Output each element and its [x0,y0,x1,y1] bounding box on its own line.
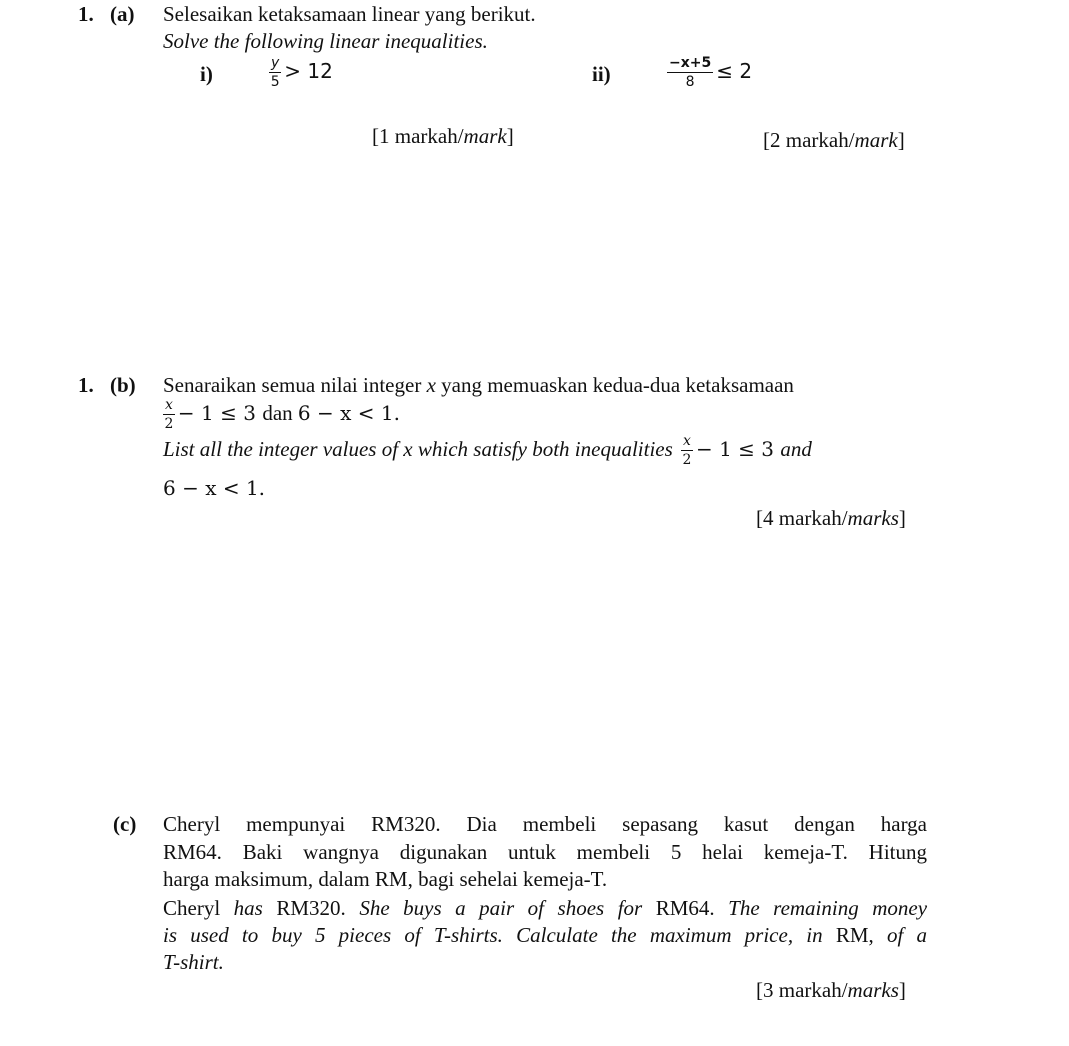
fraction-numerator: y [271,55,280,71]
mark-text: [1 markah/ [372,124,464,148]
question-1c-en-line3: T-shirt. [163,950,224,974]
inequality-rest: > 12 [284,59,333,83]
variable-x: x [426,373,436,397]
mark-text-italic: marks [847,978,899,1002]
inequality-1-en [678,433,780,468]
text: RM, [835,923,874,947]
text: Cheryl [163,896,221,920]
mark-allocation-i [372,124,514,149]
fraction-neg-x-plus-5-over-8 [667,56,713,89]
text-italic: of a [886,923,928,947]
text-italic: is used to buy 5 pieces of T-shirts. Calculate the maximum price, in [163,923,823,947]
fraction-numerator: x [683,433,691,449]
question-1b-part: (b) [110,373,136,397]
question-1b-line2-ms [160,398,400,431]
conjunction-dan: dan [262,401,293,425]
fraction-numerator: −x+5 [669,55,712,71]
mark-text: [3 markah/ [756,978,848,1002]
text-italic: List all the integer values of x which satisfy both inequalities [163,437,673,461]
fraction-x-over-2 [163,398,175,431]
text-italic: She buys a pair of shoes for [359,896,643,920]
question-1c-en-line2 [163,923,927,948]
mark-allocation-1b [756,506,906,531]
text-italic: has [233,896,263,920]
mark-text: [4 markah/ [756,506,848,530]
subquestion-i-expression [266,56,333,89]
mark-text-close: ] [898,506,906,530]
question-1b-line1-ms [163,373,794,398]
mark-text: [2 markah/ [763,128,855,152]
question-1b-line2-en: 6 − x < 1. [163,476,266,500]
mark-text-italic: mark [854,128,898,152]
subquestion-i-label: i) [200,62,213,86]
fraction-numerator: x [165,397,173,413]
question-1a-title-en: Solve the following linear inequalities. [163,29,488,53]
question-1a-number: 1. [78,2,94,26]
text: yang memuaskan kedua-dua ketaksamaan [441,373,794,397]
mark-text-italic: marks [847,506,899,530]
fraction-y-over-5 [269,56,281,89]
mark-allocation-ii [763,128,905,153]
text: RM320. [276,896,346,920]
question-1c-part: (c) [113,812,137,836]
inequality-2: 6 − x < 1. [297,401,400,425]
question-1c-ms-line2: RM64. Baki wangnya digunakan untuk membeli 5 helai kemeja-T. Hitung [163,840,927,864]
inequality-rest: − 1 ≤ 3 [695,437,774,461]
fraction-denominator: 5 [270,74,280,90]
conjunction-and: and [780,437,812,461]
fraction-x-over-2 [681,434,693,467]
subquestion-ii-expression [664,56,752,89]
text: RM64. [655,896,715,920]
fraction-denominator: 2 [164,416,174,432]
fraction-denominator: 8 [685,74,695,90]
question-1a-title-ms: Selesaikan ketaksamaan linear yang berikut. [163,2,536,26]
question-1b-number: 1. [78,373,94,397]
inequality-rest: − 1 ≤ 3 [177,401,256,425]
inequality-1 [160,397,262,432]
question-1c-en-line1 [163,896,927,921]
text-italic: The remaining money [728,896,928,920]
mark-text-close: ] [898,978,906,1002]
mark-allocation-1c [756,978,906,1003]
subquestion-ii-label: ii) [592,62,611,86]
text: Senaraikan semua nilai integer [163,373,422,397]
question-1c-ms-line3: harga maksimum, dalam RM, bagi sehelai kemeja-T. [163,867,608,891]
mark-text-italic: mark [463,124,507,148]
question-1a-part: (a) [110,2,135,26]
mark-text-close: ] [506,124,514,148]
mark-text-close: ] [897,128,905,152]
question-1c-ms-line1: Cheryl mempunyai RM320. Dia membeli sepasang kasut dengan harga [163,812,927,836]
fraction-denominator: 2 [682,452,692,468]
inequality-rest: ≤ 2 [716,59,753,83]
question-1b-line1-en [163,434,812,467]
